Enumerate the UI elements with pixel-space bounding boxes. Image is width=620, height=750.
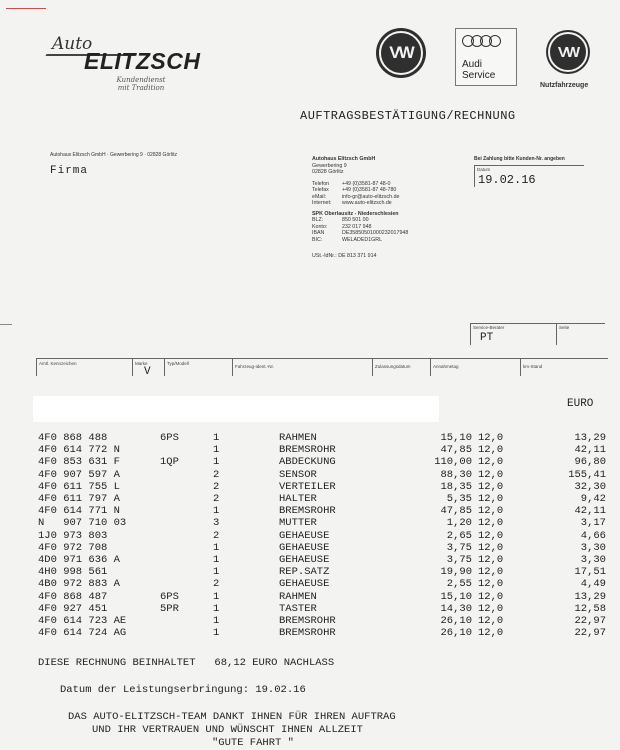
discount-percent: 12,0 bbox=[478, 493, 504, 505]
company-block bbox=[312, 156, 462, 260]
unit-price: 3,75 bbox=[446, 541, 472, 554]
date-label: Datum bbox=[477, 167, 491, 172]
unit-price: 47,85 bbox=[440, 505, 472, 518]
line-item-row bbox=[38, 470, 608, 481]
page-label: Seite bbox=[559, 325, 570, 330]
line-item-row bbox=[38, 531, 608, 542]
part-number: 4F0 614 723 AE bbox=[38, 615, 127, 627]
part-number: 4F0 614 771 N bbox=[38, 505, 120, 518]
part-number: 4F0 927 451 bbox=[38, 602, 108, 615]
description: BREMSROHR bbox=[279, 615, 336, 627]
unit-price: 15,10 bbox=[440, 590, 472, 603]
description: ABDECKUNG bbox=[279, 456, 336, 469]
recipient-name: Firma bbox=[50, 165, 89, 177]
unit-price: 19,90 bbox=[440, 566, 472, 579]
document-title: AUFTRAGSBESTÄTIGUNG/RECHNUNG bbox=[300, 109, 516, 123]
line-total: 12,58 bbox=[574, 602, 606, 615]
audi-rings-icon bbox=[462, 35, 516, 47]
quantity: 1 bbox=[213, 615, 220, 627]
unit-price: 110,00 bbox=[434, 456, 472, 469]
discount-line: DIESE RECHNUNG BEINHALTET 68,12 EURO NACHLASS bbox=[38, 657, 335, 669]
description: MUTTER bbox=[279, 517, 317, 530]
description: VERTEILER bbox=[279, 480, 336, 493]
part-number: 4F0 611 797 A bbox=[38, 493, 120, 505]
unit-price: 5,35 bbox=[446, 493, 472, 505]
quantity: 2 bbox=[213, 468, 220, 481]
audi-service-label: Service bbox=[462, 70, 496, 81]
quantity: 1 bbox=[213, 590, 220, 603]
line-item-row bbox=[38, 616, 608, 627]
part-suffix: 6PS bbox=[160, 432, 179, 444]
line-item-row bbox=[38, 543, 608, 554]
discount-percent: 12,0 bbox=[478, 590, 504, 603]
thanks-line-2: UND IHR VERTRAUEN UND WÜNSCHT IHNEN ALLZEIT bbox=[92, 724, 363, 736]
company-name: Autohaus Elitzsch GmbH bbox=[312, 156, 376, 162]
description: GEHAEUSE bbox=[279, 529, 330, 542]
description: GEHAEUSE bbox=[279, 578, 330, 591]
unit-price: 2,55 bbox=[446, 578, 472, 591]
part-number: 4D0 971 636 A bbox=[38, 554, 120, 566]
line-total: 3,30 bbox=[580, 541, 606, 554]
make-value: V bbox=[144, 366, 151, 378]
line-total: 3,17 bbox=[580, 517, 606, 530]
quantity: 2 bbox=[213, 493, 220, 505]
discount-percent: 12,0 bbox=[478, 480, 504, 493]
unit-price: 47,85 bbox=[440, 444, 472, 457]
description: RAHMEN bbox=[279, 590, 317, 603]
currency-label: EURO bbox=[567, 398, 594, 410]
contact-row: Telefon +49 (0)3581-87 48-0 bbox=[312, 180, 391, 187]
part-number: 4F0 868 488 bbox=[38, 432, 108, 444]
logo-sub1: Kundendienst bbox=[116, 76, 166, 84]
description: TASTER bbox=[279, 602, 317, 615]
quantity: 1 bbox=[213, 432, 220, 444]
unit-price: 18,35 bbox=[440, 480, 472, 493]
line-total: 4,66 bbox=[580, 529, 606, 542]
line-item-row bbox=[38, 506, 608, 517]
bank-row: IBAN DE35850501000232017948 bbox=[312, 230, 409, 236]
registration-header: Zulassungsdatum bbox=[375, 364, 411, 369]
service-date-line: Datum der Leistungserbringung: 19.02.16 bbox=[60, 684, 306, 696]
service-advisor-label: Service-Berater bbox=[473, 325, 505, 330]
type-header: Typ/Modell bbox=[167, 361, 189, 366]
part-number: 4F0 868 487 bbox=[38, 590, 108, 603]
part-number: 4F0 614 724 AG bbox=[38, 627, 127, 640]
quantity: 1 bbox=[213, 456, 220, 469]
discount-percent: 12,0 bbox=[478, 444, 504, 457]
part-number: 4H0 998 561 bbox=[38, 566, 108, 579]
quantity: 2 bbox=[213, 578, 220, 591]
page-box-left bbox=[556, 323, 557, 345]
quantity: 1 bbox=[213, 566, 220, 579]
discount-percent: 12,0 bbox=[478, 602, 504, 615]
thanks-line-3: "GUTE FAHRT " bbox=[212, 737, 294, 749]
ustid: USt.-IdNr.: DE 813 371 914 bbox=[312, 253, 377, 259]
logo-auto-text: Auto bbox=[52, 34, 93, 54]
line-total: 13,29 bbox=[574, 590, 606, 603]
description: HALTER bbox=[279, 493, 317, 505]
unit-price: 26,10 bbox=[440, 615, 472, 627]
vw-logo-icon bbox=[376, 28, 426, 78]
part-number: 4F0 853 631 F bbox=[38, 456, 120, 469]
discount-percent: 12,0 bbox=[478, 468, 504, 481]
margin-mark-left bbox=[0, 324, 12, 325]
line-total: 3,30 bbox=[580, 554, 606, 566]
logo-name-text: ELITZSCH bbox=[84, 48, 201, 74]
line-item-row bbox=[38, 628, 608, 639]
vw-mark-icon: VW bbox=[379, 31, 423, 75]
date-value: 19.02.16 bbox=[478, 173, 536, 187]
line-item-row bbox=[38, 579, 608, 590]
corner-mark bbox=[6, 8, 46, 9]
advisor-box-top bbox=[470, 323, 605, 324]
line-item-row bbox=[38, 567, 608, 578]
discount-percent: 12,0 bbox=[478, 541, 504, 554]
quantity: 1 bbox=[213, 602, 220, 615]
unit-price: 2,65 bbox=[446, 529, 472, 542]
line-total: 22,97 bbox=[574, 615, 606, 627]
audi-service-badge bbox=[455, 28, 517, 86]
vehicle-header-line bbox=[36, 358, 608, 359]
bank-row: BLZ: 850 501 00 bbox=[312, 217, 369, 223]
quantity: 3 bbox=[213, 517, 220, 530]
quantity: 1 bbox=[213, 444, 220, 457]
description: BREMSROHR bbox=[279, 627, 336, 640]
part-suffix: 1QP bbox=[160, 456, 179, 469]
line-item-row bbox=[38, 592, 608, 603]
discount-percent: 12,0 bbox=[478, 432, 504, 444]
date-box-left bbox=[474, 165, 475, 187]
sender-line: Autohaus Elitzsch GmbH · Gewerbering 9 · 02828 Görlitz bbox=[50, 152, 177, 158]
contact-row: eMail: info-gr@auto-elitzsch.de bbox=[312, 193, 400, 200]
line-total: 4,49 bbox=[580, 578, 606, 591]
line-item-row bbox=[38, 518, 608, 529]
logo-sub2: mit Tradition bbox=[117, 84, 165, 92]
quantity: 2 bbox=[213, 480, 220, 493]
part-number: N 907 710 03 bbox=[38, 517, 127, 530]
bank-name: SPK Oberlausitz - Niederschlesien bbox=[312, 210, 399, 217]
discount-percent: 12,0 bbox=[478, 529, 504, 542]
description: BREMSROHR bbox=[279, 505, 336, 518]
dealer-logo bbox=[46, 32, 201, 92]
description: GEHAEUSE bbox=[279, 554, 330, 566]
vw-nutzfahrzeuge-icon: VW bbox=[546, 30, 590, 74]
line-item-row bbox=[38, 433, 608, 444]
discount-percent: 12,0 bbox=[478, 615, 504, 627]
part-number: 4F0 611 755 L bbox=[38, 480, 120, 493]
bank-row: Konto: 232 017 948 bbox=[312, 223, 372, 230]
nutzfahrzeuge-label: Nutzfahrzeuge bbox=[540, 82, 589, 89]
part-number: 4B0 972 883 A bbox=[38, 578, 120, 591]
line-total: 96,80 bbox=[574, 456, 606, 469]
thanks-line-1: DAS AUTO-ELITZSCH-TEAM DANKT IHNEN FÜR IHREN AUFTRAG bbox=[68, 711, 396, 723]
line-total: 9,42 bbox=[580, 493, 606, 505]
discount-percent: 12,0 bbox=[478, 456, 504, 469]
description: REP.SATZ bbox=[279, 566, 330, 579]
discount-percent: 12,0 bbox=[478, 566, 504, 579]
part-number: 1J0 973 803 bbox=[38, 529, 108, 542]
bank-row: BIC: WELADED1GRL bbox=[312, 236, 383, 243]
service-advisor-value: PT bbox=[480, 332, 494, 344]
part-number: 4F0 614 772 N bbox=[38, 444, 120, 457]
part-number: 4F0 907 597 A bbox=[38, 468, 120, 481]
unit-price: 88,30 bbox=[440, 468, 472, 481]
discount-percent: 12,0 bbox=[478, 517, 504, 530]
line-item-row bbox=[38, 482, 608, 493]
redacted-area bbox=[33, 396, 439, 422]
quantity: 1 bbox=[213, 541, 220, 554]
description: SENSOR bbox=[279, 468, 317, 481]
line-item-row bbox=[38, 445, 608, 456]
quantity: 1 bbox=[213, 627, 220, 640]
vin-header: Fahrzeug-Ident.-Nr. bbox=[235, 364, 275, 369]
line-total: 42,11 bbox=[574, 505, 606, 518]
contact-row: Internet: www.auto-elitzsch.de bbox=[312, 200, 392, 206]
audi-label: Audi bbox=[462, 59, 483, 70]
line-total: 32,30 bbox=[574, 480, 606, 493]
date-box-top bbox=[474, 165, 584, 166]
discount-percent: 12,0 bbox=[478, 505, 504, 518]
unit-price: 3,75 bbox=[446, 554, 472, 566]
line-item-row bbox=[38, 555, 608, 566]
part-suffix: 5PR bbox=[160, 602, 179, 615]
advisor-box-left bbox=[470, 323, 471, 345]
company-street: Gewerbering 9 bbox=[312, 162, 347, 169]
line-item-row bbox=[38, 494, 608, 505]
part-suffix: 6PS bbox=[160, 590, 179, 603]
discount-percent: 12,0 bbox=[478, 578, 504, 591]
quantity: 1 bbox=[213, 554, 220, 566]
line-total: 22,97 bbox=[574, 627, 606, 640]
line-total: 17,51 bbox=[574, 566, 606, 579]
line-total: 42,11 bbox=[574, 444, 606, 457]
company-city: 02828 Görlitz bbox=[312, 169, 344, 175]
description: BREMSROHR bbox=[279, 444, 336, 457]
line-item-row bbox=[38, 604, 608, 615]
unit-price: 1,20 bbox=[446, 517, 472, 530]
accept-date-header: Annahmetag bbox=[433, 364, 459, 369]
payment-note: Bei Zahlung bitte Kunden-Nr. angeben bbox=[474, 156, 565, 162]
quantity: 1 bbox=[213, 505, 220, 518]
unit-price: 15,10 bbox=[440, 432, 472, 444]
part-number: 4F0 972 708 bbox=[38, 541, 108, 554]
unit-price: 14,30 bbox=[440, 602, 472, 615]
unit-price: 26,10 bbox=[440, 627, 472, 640]
make-header: Marke bbox=[135, 361, 148, 366]
line-item-row bbox=[38, 457, 608, 468]
contact-row: Telefax +49 (0)3581-87 48-780 bbox=[312, 187, 397, 193]
plate-header: Amtl. Kennzeichen bbox=[39, 361, 77, 366]
km-header: km-Stand bbox=[523, 364, 543, 369]
description: GEHAEUSE bbox=[279, 541, 330, 554]
discount-percent: 12,0 bbox=[478, 627, 504, 640]
description: RAHMEN bbox=[279, 432, 317, 444]
discount-percent: 12,0 bbox=[478, 554, 504, 566]
line-total: 13,29 bbox=[574, 432, 606, 444]
line-total: 155,41 bbox=[568, 468, 606, 481]
quantity: 2 bbox=[213, 529, 220, 542]
